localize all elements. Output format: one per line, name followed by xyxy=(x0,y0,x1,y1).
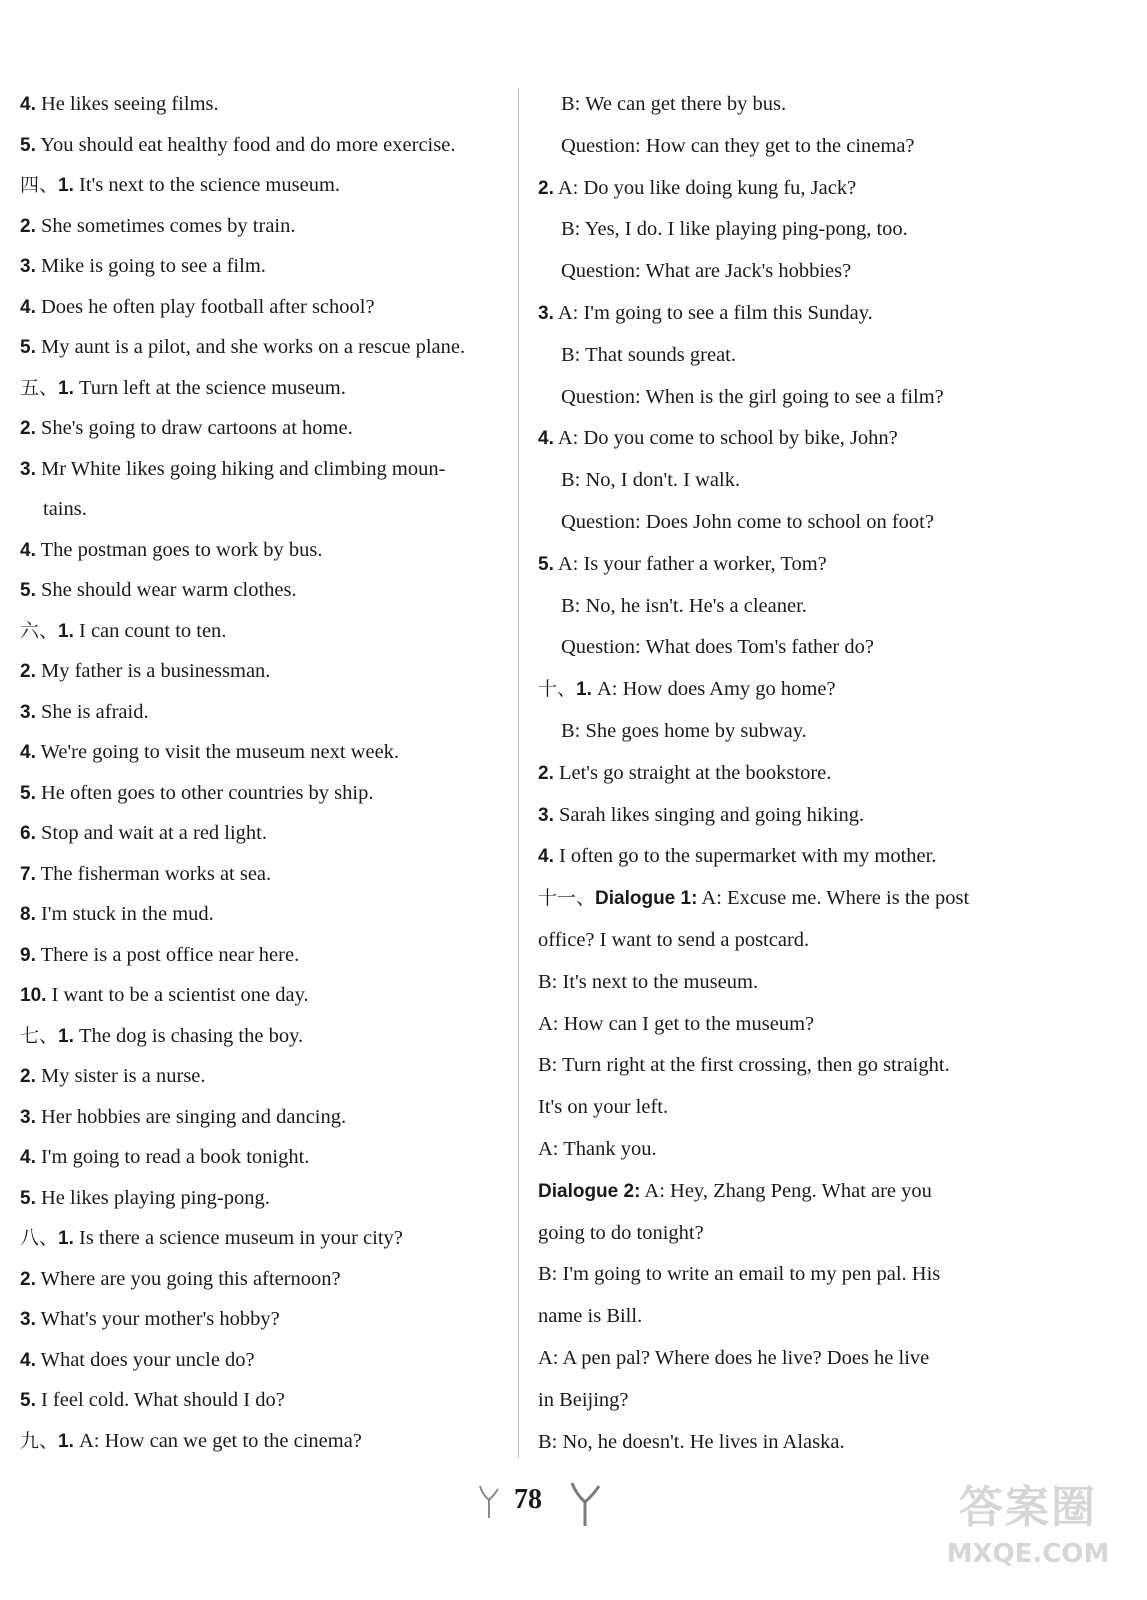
answer-text: He often goes to other countries by ship. xyxy=(35,781,374,804)
answer-text: She is afraid. xyxy=(35,700,149,723)
answer-text: The fisherman works at sea. xyxy=(35,862,272,885)
item-number: 2. xyxy=(20,661,36,682)
answer-text: Turn left at the science museum. xyxy=(73,376,346,399)
item-number: 5. xyxy=(20,134,36,156)
answer-text: Sarah likes singing and going hiking. xyxy=(553,803,865,826)
answer-text: A: How can we get to the cinema? xyxy=(73,1429,362,1452)
item-number: 3. xyxy=(20,458,36,480)
answer-text: tains. xyxy=(43,498,87,520)
sprout-right-icon xyxy=(568,1480,602,1528)
answer-line xyxy=(538,544,1018,586)
answer-line xyxy=(20,84,502,125)
answer-text: Question: What are Jack's hobbies? xyxy=(561,260,852,283)
answer-text: A: Do you like doing kung fu, Jack? xyxy=(553,176,857,199)
answer-line xyxy=(20,125,502,166)
answer-text: A: Do you come to school by bike, John? xyxy=(553,427,898,450)
answer-line xyxy=(538,418,1018,460)
answer-line xyxy=(20,692,502,733)
answer-line xyxy=(538,126,1018,168)
answer-line xyxy=(538,293,1018,335)
answer-line xyxy=(538,209,1018,251)
answer-line xyxy=(20,854,502,895)
answer-text: Question: How can they get to the cinema? xyxy=(561,134,915,157)
answer-line xyxy=(538,335,1018,377)
item-number: 3. xyxy=(20,1309,36,1330)
item-number: 5. xyxy=(20,1390,36,1411)
left-column xyxy=(20,84,502,1461)
watermark-url: MXQE.COM xyxy=(946,1539,1110,1569)
item-number: 4. xyxy=(20,94,36,115)
section-marker: 五、 xyxy=(20,376,59,399)
item-number: 4. xyxy=(20,539,36,561)
item-number: 5. xyxy=(20,782,36,804)
answer-line xyxy=(20,611,502,652)
answer-text: B: She goes home by subway. xyxy=(561,719,807,742)
item-number: 1. xyxy=(58,1430,74,1452)
answer-line xyxy=(20,1299,502,1340)
answer-line xyxy=(20,327,502,368)
answer-line xyxy=(20,246,502,287)
item-number: 4. xyxy=(20,296,36,318)
answer-line xyxy=(538,502,1018,544)
answer-text: She sometimes comes by train. xyxy=(35,214,296,237)
answer-line xyxy=(538,1087,1018,1129)
answer-line xyxy=(20,1259,502,1300)
answer-line xyxy=(20,165,502,206)
answer-text: Her hobbies are singing and dancing. xyxy=(35,1105,347,1128)
item-number: 5. xyxy=(20,1187,36,1209)
item-number: 5. xyxy=(20,580,36,601)
answer-line xyxy=(538,377,1018,419)
answer-line xyxy=(20,975,502,1016)
answer-line xyxy=(20,1097,502,1138)
item-number: 2. xyxy=(538,762,554,784)
answer-text: A: Hey, Zhang Peng. What are you xyxy=(640,1179,932,1202)
answer-line xyxy=(20,408,502,449)
item-number: 3. xyxy=(20,701,36,723)
answer-line xyxy=(538,878,1018,920)
answer-line xyxy=(538,168,1018,210)
answer-line xyxy=(20,1016,502,1057)
answer-line xyxy=(20,368,502,409)
answer-text: Where are you going this afternoon? xyxy=(35,1267,341,1290)
item-number: 10. xyxy=(20,985,47,1006)
answer-text: A: How does Amy go home? xyxy=(591,678,836,701)
item-number: 2. xyxy=(20,215,36,237)
item-number: 1. xyxy=(58,377,74,399)
answer-text: He likes seeing films. xyxy=(35,93,219,115)
answer-line xyxy=(20,773,502,814)
answer-text: Let's go straight at the bookstore. xyxy=(553,761,832,784)
answer-text: office? I want to send a postcard. xyxy=(538,928,810,951)
answer-text: My sister is a nurse. xyxy=(35,1065,206,1087)
answer-text: Question: Does John come to school on foot? xyxy=(561,510,934,533)
answer-text: The postman goes to work by bus. xyxy=(35,538,323,561)
item-number: 4. xyxy=(20,742,36,763)
answer-text: Question: What does Tom's father do? xyxy=(561,636,874,659)
answer-line xyxy=(20,1380,502,1421)
answer-text: Mike is going to see a film. xyxy=(35,255,266,277)
answer-line xyxy=(20,1421,502,1462)
answer-line xyxy=(538,84,1018,126)
answer-line xyxy=(538,1422,1018,1464)
answer-line xyxy=(538,1213,1018,1255)
answer-text: My father is a businessman. xyxy=(35,660,271,682)
answer-text: She's going to draw cartoons at home. xyxy=(35,417,353,439)
answer-text: going to do tonight? xyxy=(538,1221,704,1244)
answer-text: He likes playing ping-pong. xyxy=(35,1186,270,1209)
answer-line xyxy=(538,836,1018,878)
item-number: 2. xyxy=(538,177,554,199)
answer-text: B: That sounds great. xyxy=(561,343,736,366)
answer-text: A: Is your father a worker, Tom? xyxy=(553,552,827,575)
answer-line xyxy=(20,570,502,611)
item-number: 3. xyxy=(20,1106,36,1128)
answer-line xyxy=(538,1338,1018,1380)
answer-text: I often go to the supermarket with my mother. xyxy=(553,845,937,868)
watermark-logo: 答案圈 xyxy=(959,1482,1097,1533)
answer-text: It's on your left. xyxy=(538,1096,669,1119)
answer-text: B: It's next to the museum. xyxy=(538,970,759,993)
answer-line xyxy=(20,1340,502,1381)
answer-line xyxy=(20,1178,502,1219)
answer-text: I'm going to read a book tonight. xyxy=(35,1146,310,1168)
item-number: 1. xyxy=(58,1025,74,1047)
item-number: 8. xyxy=(20,904,36,925)
item-number: 4. xyxy=(538,428,554,450)
answer-text: What does your uncle do? xyxy=(35,1348,255,1371)
answer-line xyxy=(538,920,1018,962)
item-number: Dialogue 1: xyxy=(595,888,698,910)
section-marker: 八、 xyxy=(20,1227,59,1249)
section-marker: 四、 xyxy=(20,174,59,196)
answer-line xyxy=(538,586,1018,628)
section-marker: 九、 xyxy=(20,1429,59,1452)
item-number: 2. xyxy=(20,1268,36,1290)
answer-line xyxy=(538,627,1018,669)
answer-text: A: Thank you. xyxy=(538,1137,657,1160)
answer-line xyxy=(538,753,1018,795)
answer-text: Stop and wait at a red light. xyxy=(35,822,268,844)
item-number: 1. xyxy=(576,679,592,701)
answer-text: She should wear warm clothes. xyxy=(35,579,297,601)
answer-text: B: We can get there by bus. xyxy=(561,93,787,115)
answer-text: You should eat healthy food and do more exercise. xyxy=(35,133,456,156)
answer-text: My aunt is a pilot, and she works on a rescue plane. xyxy=(35,336,466,358)
item-number: 2. xyxy=(20,1066,36,1087)
watermark xyxy=(933,1478,1123,1588)
answer-line xyxy=(538,962,1018,1004)
answer-line xyxy=(20,1137,502,1178)
column-divider xyxy=(518,88,519,1458)
answer-line xyxy=(20,1056,502,1097)
answer-text: B: Turn right at the first crossing, then go straight. xyxy=(538,1054,950,1077)
answer-line xyxy=(538,1004,1018,1046)
answer-text: A: Excuse me. Where is the post xyxy=(697,887,970,910)
item-number: 4. xyxy=(538,846,554,868)
answer-text: I want to be a scientist one day. xyxy=(46,984,309,1006)
answer-text: There is a post office near here. xyxy=(35,943,300,966)
answer-text: Is there a science museum in your city? xyxy=(73,1227,403,1249)
item-number: 1. xyxy=(58,620,74,642)
item-number: 3. xyxy=(538,302,554,324)
answer-line xyxy=(20,530,502,571)
page-number: 78 xyxy=(514,1484,542,1515)
answer-line xyxy=(538,711,1018,753)
answer-line xyxy=(20,935,502,976)
sprout-left-icon xyxy=(478,1480,500,1520)
answer-text: I'm stuck in the mud. xyxy=(35,903,214,925)
answer-text: name is Bill. xyxy=(538,1305,643,1328)
section-marker: 十一、 xyxy=(538,887,596,910)
answer-text: Does he often play football after school? xyxy=(35,295,375,318)
right-column xyxy=(538,84,1018,1463)
item-number: 1. xyxy=(58,1228,74,1249)
answer-line xyxy=(20,813,502,854)
answer-text: The dog is chasing the boy. xyxy=(73,1024,304,1047)
answer-line xyxy=(538,1254,1018,1296)
item-number: 5. xyxy=(538,553,554,575)
answer-line xyxy=(538,669,1018,711)
section-marker: 六、 xyxy=(20,619,59,642)
answer-line xyxy=(20,489,502,530)
answer-text: Question: When is the girl going to see a film? xyxy=(561,385,944,408)
answer-line xyxy=(538,1171,1018,1213)
answer-text: We're going to visit the museum next week. xyxy=(35,741,400,763)
answer-text: It's next to the science museum. xyxy=(73,174,341,196)
answer-text: in Beijing? xyxy=(538,1388,629,1411)
answer-line xyxy=(20,1218,502,1259)
answer-text: B: No, he isn't. He's a cleaner. xyxy=(561,594,807,617)
item-number: Dialogue 2: xyxy=(538,1180,641,1202)
answer-text: B: No, he doesn't. He lives in Alaska. xyxy=(538,1430,845,1453)
answer-text: What's your mother's hobby? xyxy=(35,1308,280,1330)
answer-line xyxy=(20,287,502,328)
answer-line xyxy=(20,651,502,692)
answer-line xyxy=(538,1045,1018,1087)
answer-text: A: A pen pal? Where does he live? Does he live xyxy=(538,1346,930,1369)
answer-line xyxy=(538,460,1018,502)
answer-text: B: No, I don't. I walk. xyxy=(561,469,741,492)
answer-line xyxy=(538,1296,1018,1338)
section-marker: 七、 xyxy=(20,1024,59,1047)
answer-text: I feel cold. What should I do? xyxy=(35,1389,285,1411)
answer-text: A: I'm going to see a film this Sunday. xyxy=(553,301,873,324)
item-number: 2. xyxy=(20,418,36,439)
item-number: 4. xyxy=(20,1349,36,1371)
answer-line xyxy=(538,1380,1018,1422)
answer-line xyxy=(20,894,502,935)
answer-line xyxy=(538,1129,1018,1171)
answer-line xyxy=(20,449,502,490)
answer-text: B: Yes, I do. I like playing ping-pong, too. xyxy=(561,218,908,241)
item-number: 4. xyxy=(20,1147,36,1168)
answer-text: A: How can I get to the museum? xyxy=(538,1012,815,1035)
answer-line xyxy=(538,795,1018,837)
answer-text: I can count to ten. xyxy=(73,619,227,642)
answer-line xyxy=(20,732,502,773)
item-number: 9. xyxy=(20,944,36,966)
item-number: 3. xyxy=(20,256,36,277)
item-number: 7. xyxy=(20,863,36,885)
answer-line xyxy=(538,251,1018,293)
answer-line xyxy=(20,206,502,247)
section-marker: 十、 xyxy=(538,678,577,701)
item-number: 5. xyxy=(20,337,36,358)
item-number: 6. xyxy=(20,823,36,844)
answer-text: B: I'm going to write an email to my pen pal. His xyxy=(538,1263,941,1286)
answer-text: Mr White likes going hiking and climbing moun- xyxy=(35,457,446,480)
item-number: 3. xyxy=(538,804,554,826)
item-number: 1. xyxy=(58,175,74,196)
